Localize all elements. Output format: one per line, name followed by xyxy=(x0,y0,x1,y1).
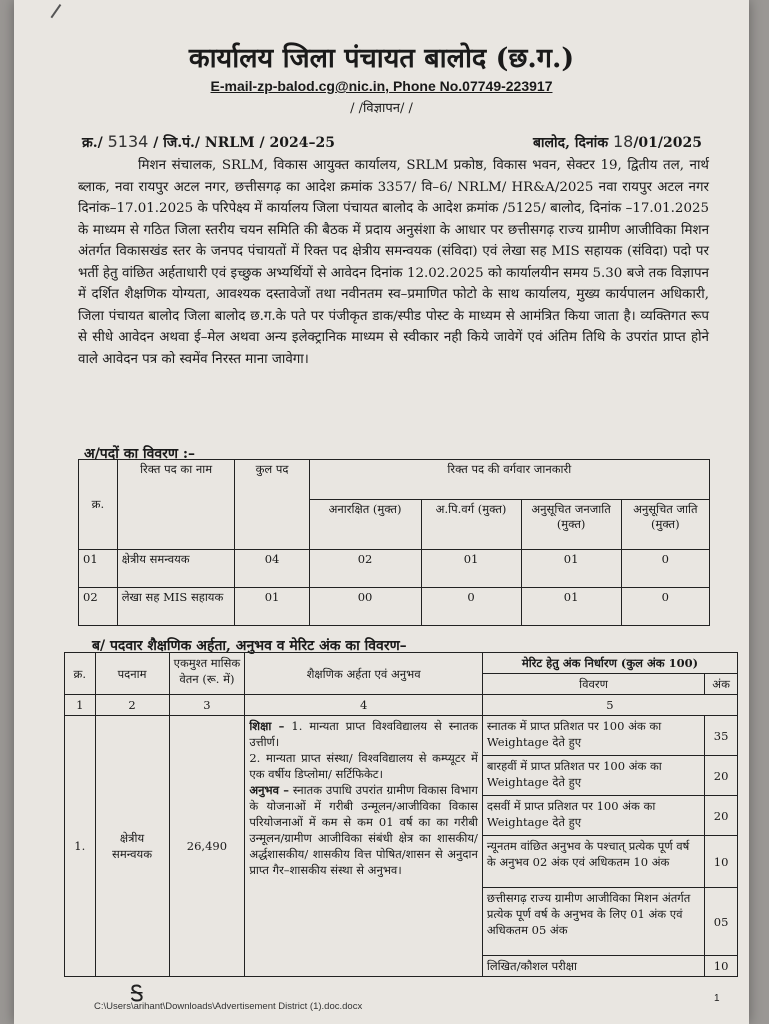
date-rest: /01/2025 xyxy=(633,135,702,151)
qual-experience: स्नातक उपाधि उपरांत ग्रामीण विकास विभाग के योजनाओं में गरीबी उन्मूलन/आजीविका विकास परियोजनाओं में कम से कम 01 वर्ष का का गरीबी उन्मूलन/ग्रामीण आजीविका संबंधी क्षेत्र का शासकीय/अर्द्धशासकीय/ शासकीय वित्त पोषित/शासन से अनुदान प्राप्त गैर–शासकीय संस्था से अनुभव। xyxy=(249,783,478,877)
cell-sr: 1. xyxy=(65,716,96,977)
cell-total: 01 xyxy=(235,588,309,626)
col-number: 1 xyxy=(65,695,96,716)
col-header-qualification: शैक्षणिक अर्हता एवं अनुभव xyxy=(245,653,483,695)
merit-desc: बारहवीं में प्राप्त प्रतिशत पर 100 अंक का Weightage देते हुए xyxy=(482,756,704,796)
cell-cat2: 0 xyxy=(421,588,521,626)
col-number: 4 xyxy=(245,695,483,716)
col-header-cat4: अनुसूचित जाति (मुक्त) xyxy=(621,500,709,550)
col-header-salary: एकमुश्त मासिक वेतन (रू. में) xyxy=(169,653,245,695)
qual-education-2: 2. मान्यता प्राप्त संस्था/ विश्वविद्यालय से कम्प्यूटर में एक वर्षीय डिप्लोमा/ सर्टिफिकेट। xyxy=(249,751,478,781)
date-day: 18 xyxy=(612,132,634,151)
col-number: 2 xyxy=(95,695,169,716)
place-date-label: बालोद, दिनांक xyxy=(532,135,609,151)
section-b-title: ब/ पदवार शैक्षणिक अर्हता, अनुभव व मेरिट अंक का विवरण– xyxy=(92,638,407,654)
reference-prefix: क्र./ xyxy=(82,135,103,151)
col-header-cat1: अनारक्षित (मुक्त) xyxy=(309,500,421,550)
table-row xyxy=(65,716,738,756)
cell-cat2: 01 xyxy=(421,550,521,588)
cell-sr: 02 xyxy=(79,588,118,626)
qual-experience-label: अनुभव – xyxy=(249,783,289,797)
advertisement-label: / /विज्ञापन/ / xyxy=(350,101,413,116)
cell-cat3: 01 xyxy=(521,588,621,626)
section-a-title: अ/पदों का विवरण :– xyxy=(84,446,196,462)
col-header-merit: मेरिट हेतु अंक निर्धारण (कुल अंक 100) xyxy=(482,653,737,674)
cell-post: लेखा सह MIS सहायक xyxy=(117,588,235,626)
signature-mark: Ꭶ xyxy=(130,982,144,1007)
merit-marks: 10 xyxy=(705,836,738,888)
page-number: 1 xyxy=(714,993,720,1004)
col-header-post: पदनाम xyxy=(95,653,169,695)
cell-post: क्षेत्रीय समन्वयक xyxy=(117,550,235,588)
cell-cat4: 0 xyxy=(621,550,709,588)
col-number: 5 xyxy=(482,695,737,716)
cell-qualification xyxy=(245,716,483,977)
body-paragraph: मिशन संचालक, SRLM, विकास आयुक्त कार्यालय, SRLM प्रकोष्ठ, विकास भवन, सेक्टर 19, द्वितीय तल, नार्थ ब्लाक, नवा रायपुर अटल नगर, छत्तीसगढ़ का आदेश क्रमांक 3357/ वि–6/ NRLM/ HR&A/2025 नवा रायपुर अटल नगर दिनांक–17.01.2025 के परिपेक्ष्य में कार्यालय जिला पंचायत बालोद के आदेश क्रमांक /5125/ बालोद, दिनांक –17.01.2025 के माध्यम से गठित जिला स्तरीय चयन समिति की बैठक में प्रदाय अनुसंशा के आधार पर छत्तीसगढ़ राज्य ग्रामीण आजीविका मिशन अंतर्गत विकासखंड स्तर के जनपद पंचायतों में रिक्त पद क्षेत्रीय समन्वयक (संविदा) एवं लेखा सह MIS सहायक (संविदा) पदो पर भर्ती हेतु वांछित अर्हताधारी एवं इच्छुक अभ्यर्थियों से आवेदन दिनांक 12.02.2025 को कार्यालयीन समय 5.30 बजे तक विज्ञापन में दर्शित शैक्षणिक योग्यता, आवश्यक दस्तावेजों तथा नवीनतम स्व–प्रमाणित फोटो के साथ कार्यालय, मुख्य कार्यपालन अधिकारी, जिला पंचायत बालोद जिला बालोद छ.ग.के पते पर पंजीकृत डाक/स्पीड पोस्ट के माध्यम से आमंत्रित किया जाता है। व्यक्तिगत रूप से सीधे आवेदन अथवा ई–मेल अथवा अन्य इलेक्ट्रानिक माध्यम से स्वीकार नही किये जावेगें एवं अंतिम तिथि के उपरांत प्राप्त होने वाले आवेदन पत्र को स्वमेंव निरस्त माना जावेगा। xyxy=(78,158,709,367)
cell-cat4: 0 xyxy=(621,588,709,626)
table-row xyxy=(79,588,710,626)
col-header-group: रिक्त पद की वर्गवार जानकारी xyxy=(309,460,709,500)
cell-cat3: 01 xyxy=(521,550,621,588)
table-row xyxy=(79,550,710,588)
reference-number: 5134 xyxy=(107,132,149,151)
col-header-sr: क्र. xyxy=(79,460,118,550)
contact-line: E-mail-zp-balod.cg@nic.in, Phone No.07749-223917 xyxy=(210,78,553,94)
qualification-table xyxy=(64,652,738,977)
col-header-cat2: अ.पि.वर्ग (मुक्त) xyxy=(421,500,521,550)
cell-salary: 26,490 xyxy=(169,716,245,977)
qual-education-label: शिक्षा – xyxy=(249,719,285,733)
cell-post: क्षेत्रीय समन्वयक xyxy=(95,716,169,977)
cell-cat1: 02 xyxy=(309,550,421,588)
document-page xyxy=(14,0,749,1024)
cell-cat1: 00 xyxy=(309,588,421,626)
cell-sr: 01 xyxy=(79,550,118,588)
qual-education-1: 1. मान्यता प्राप्त विश्वविद्यालय से स्नातक उत्तीर्ण। xyxy=(249,719,478,749)
col-header-cat3: अनुसूचित जनजाति (मुक्त) xyxy=(521,500,621,550)
merit-marks: 35 xyxy=(705,716,738,756)
col-header-total: कुल पद xyxy=(235,460,309,550)
pen-mark xyxy=(50,4,69,24)
merit-marks: 10 xyxy=(705,956,738,977)
cell-total: 04 xyxy=(235,550,309,588)
merit-desc: न्यूनतम वांछित अनुभव के पश्चात् प्रत्येक पूर्ण वर्ष के अनुभव 02 अंक एवं अधिकतम 10 अंक xyxy=(482,836,704,888)
merit-marks: 20 xyxy=(705,796,738,836)
col-header-marks: अंक xyxy=(705,674,738,695)
merit-desc: छत्तीसगढ़ राज्य ग्रामीण आजीविका मिशन अंतर्गत प्रत्येक पूर्ण वर्ष के अनुभव के लिए 01 अंक एवं अधिकतम 05 अंक xyxy=(482,888,704,956)
file-path: C:\Users\arihant\Downloads\Advertisement District (1).doc.docx xyxy=(94,1001,363,1012)
office-title: कार्यालय जिला पंचायत बालोद (छ.ग.) xyxy=(188,43,575,74)
reference-rest: / जि.पं./ NRLM / 2024–25 xyxy=(153,135,335,151)
merit-desc: स्नातक में प्राप्त प्रतिशत पर 100 अंक का Weightage देते हुए xyxy=(482,716,704,756)
merit-desc: दसवीं में प्राप्त प्रतिशत पर 100 अंक का Weightage देते हुए xyxy=(482,796,704,836)
col-header-sr: क्र. xyxy=(65,653,96,695)
merit-desc: लिखित/कौशल परीक्षा xyxy=(482,956,704,977)
posts-table xyxy=(78,459,710,626)
merit-marks: 05 xyxy=(705,888,738,956)
col-header-post: रिक्त पद का नाम xyxy=(117,460,235,550)
col-number: 3 xyxy=(169,695,245,716)
merit-marks: 20 xyxy=(705,756,738,796)
col-header-description: विवरण xyxy=(482,674,704,695)
